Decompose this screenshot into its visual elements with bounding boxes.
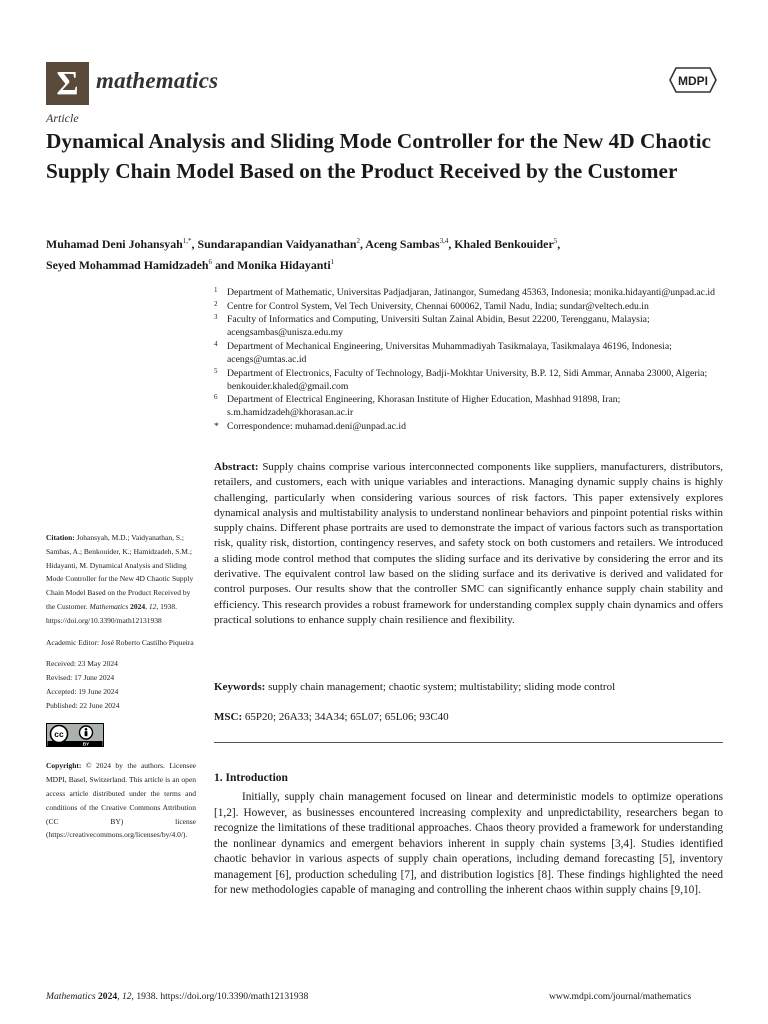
affiliation-number: 3 bbox=[214, 313, 218, 322]
affiliation-number: 2 bbox=[214, 299, 218, 308]
citation-pages: , 1938. bbox=[156, 601, 178, 611]
author-affiliation-marker: 1,* bbox=[182, 237, 192, 245]
citation-block: Citation: Johansyah, M.D.; Vaidyanathan, S.; Sambas, A.; Benkouider, K.; Hamidzadeh, S.M.; Hidayanti, M. Dynamical Analysis and Sliding Mode Controller for the New 4D Chaotic Supply Chain Model Based on the Product Received by the Customer. Mathematics 2024, 12, 1938. https://doi.org/10.3390/math12131938 bbox=[46, 533, 194, 625]
dates-block bbox=[46, 657, 196, 712]
affiliation-text: Correspondence: muhamad.deni@unpad.ac.id bbox=[227, 420, 406, 432]
affiliation-item bbox=[214, 313, 734, 339]
author-list bbox=[46, 232, 726, 275]
author-affiliation-marker: 6 bbox=[208, 258, 213, 267]
affiliation-item bbox=[214, 340, 734, 366]
received-date: Received: 23 May 2024 bbox=[46, 659, 118, 669]
paper-title: Dynamical Analysis and Sliding Mode Controller for the New 4D Chaotic Supply Chain Model Based on the Product Received by the Customer bbox=[46, 129, 711, 183]
mdpi-logo-icon bbox=[666, 64, 720, 96]
affiliation-item bbox=[214, 367, 734, 393]
sidebar bbox=[46, 531, 196, 850]
journal-name: mathematics bbox=[96, 68, 219, 93]
svg-text:cc: cc bbox=[54, 728, 64, 739]
affiliation-text: Department of Mechanical Engineering, Universitas Muhammadiyah Tasikmalaya, Tasikmalaya 46196, Indonesia; acengs@umtas.ac.id bbox=[227, 340, 672, 365]
citation-year: 2024 bbox=[130, 601, 146, 611]
affiliations bbox=[214, 286, 734, 434]
affiliation-text: Faculty of Informatics and Computing, Universiti Sultan Zainal Abidin, Besut 22200, Terengganu, Malaysia; acengsambas@unisza.edu.my bbox=[227, 314, 650, 339]
license-label: Copyright: bbox=[46, 761, 82, 771]
abstract-label: Abstract: bbox=[214, 461, 259, 473]
author-name: Khaled Benkouider bbox=[454, 236, 554, 251]
author-affiliation-marker: 5 bbox=[553, 237, 558, 245]
footer-volume: 12 bbox=[121, 991, 132, 1002]
affiliation-text: Centre for Control System, Vel Tech University, Chennai 600062, Tamil Nadu, India; sundar@veltech.edu.in bbox=[227, 300, 649, 312]
author-affiliation-marker: 3,4 bbox=[439, 237, 449, 245]
msc-label: MSC: bbox=[214, 711, 243, 723]
author-separator: and bbox=[212, 258, 238, 273]
editor-name: José Roberto Castilho Piqueira bbox=[100, 637, 194, 647]
article-type: Article bbox=[46, 111, 79, 125]
keywords bbox=[214, 680, 723, 695]
author-affiliation-marker: 1 bbox=[330, 258, 335, 267]
section-heading: 1. Introduction bbox=[214, 772, 288, 784]
author-separator: , bbox=[191, 236, 198, 251]
editor-block bbox=[46, 636, 196, 650]
affiliation-text: Department of Electronics, Faculty of Technology, Badji-Mokhtar University, B.P. 12, Sidi Ammar, Annaba 23000, Algeria; benkouider.khaled@gmail.com bbox=[227, 367, 708, 392]
affiliation-item bbox=[214, 300, 734, 313]
msc-codes bbox=[214, 710, 723, 725]
citation-text: Johansyah, M.D.; Vaidyanathan, S.; Sambas, A.; Benkouider, K.; Hamidzadeh, S.M.; Hidayanti, M. Dynamical Analysis and Sliding Mode Controller for the New 4D Chaotic Supply Chain Model Based on the Product Received by the Customer. bbox=[46, 533, 194, 611]
accepted-date: Accepted: 19 June 2024 bbox=[46, 686, 119, 696]
published-date: Published: 22 June 2024 bbox=[46, 700, 120, 710]
keywords-label: Keywords: bbox=[214, 681, 266, 693]
author-separator: , bbox=[359, 236, 366, 251]
keywords-text: supply chain management; chaotic system; multistability; sliding mode control bbox=[268, 681, 616, 693]
affiliation-text: Department of Mathematic, Universitas Padjadjaran, Jatinangor, Sumedang 45363, Indonesia; monika.hidayanti@unpad.ac.id bbox=[227, 287, 715, 298]
editor-label: Academic Editor: bbox=[46, 637, 100, 647]
author-affiliation-marker: 2 bbox=[356, 237, 360, 245]
footer-year: 2024 bbox=[97, 991, 118, 1002]
affiliation-item bbox=[214, 393, 734, 419]
abstract bbox=[214, 460, 723, 628]
license-block bbox=[46, 759, 196, 842]
revised-date: Revised: 17 June 2024 bbox=[46, 673, 115, 683]
abstract-text: Supply chains comprise various interconnected components like suppliers, manufacturers, distributors, retailers, and customers, each with unique variables and interactions. Managing dynamic supply chains is highly challenging, particularly when considering various sources of risk factors. This paper extensively explores dynamical analysis and multistability analysis to understand nonlinear behaviors and pinpoint potential risks within supply chains. Different phase portraits are used to demonstrate the impact of various factors such as transportation risk, quality risk, distortion, contingency reserves, and safety stock on both customers and retailers. We introduced a sliding mode control method that computes the sliding surface and its derivative by considering the error and its derivative. The equivalent control law based on the sliding surface and its derivative is derived and validated for control purposes. Our results show that the controller SMC can significantly enhance supply chain stability and efficiency. This research provides a robust framework for understanding complex supply chain dynamics and offers practical solutions to enhance supply chain resilience and flexibility. bbox=[214, 461, 723, 626]
journal-logo-icon bbox=[46, 62, 89, 105]
footer-journal: Mathematics bbox=[46, 991, 96, 1002]
author-name: Seyed Mohammad Hamidzadeh bbox=[46, 258, 209, 273]
author-name: Aceng Sambas bbox=[365, 236, 440, 251]
footer-citation: Mathematics 2024, 12, 1938. https://doi.org/10.3390/math12131938 bbox=[46, 991, 309, 1002]
affiliation-number: 1 bbox=[214, 286, 218, 294]
citation-label: Citation: bbox=[46, 533, 75, 542]
affiliation-text: Department of Electrical Engineering, Khorasan Institute of Higher Education, Mashhad 91898, Iran; s.m.hamidzadeh@khorasan.ac.ir bbox=[227, 394, 621, 419]
cc-by-badge-icon[interactable] bbox=[46, 723, 104, 747]
citation-journal: Mathematics bbox=[89, 601, 129, 611]
svg-text:BY: BY bbox=[82, 741, 90, 747]
citation-doi[interactable]: https://doi.org/10.3390/math12131938 bbox=[46, 615, 162, 625]
affiliation-number: 4 bbox=[214, 339, 218, 348]
author-name: Muhamad Deni Johansyah bbox=[46, 236, 183, 251]
sigma-glyph: Σ bbox=[56, 65, 79, 102]
footer-url[interactable]: www.mdpi.com/journal/mathematics bbox=[549, 991, 692, 1002]
affiliation-number: * bbox=[214, 420, 219, 432]
author-name: Monika Hidayanti bbox=[237, 258, 331, 273]
footer-doi[interactable]: , 1938. https://doi.org/10.3390/math12131938 bbox=[131, 991, 309, 1002]
intro-paragraph: Initially, supply chain management focused on linear and deterministic models to optimize operations [1,2]. However, as businesses encountered increasing complexity and unpredictability, researchers began to recognize the limitations of these traditional approaches. Chaos theory provided a framework for understanding the nonlinear dynamics and emergent behaviors inherent in supply chain systems [3,4]. Studies identified chaotic behavior in various aspects of supply chain operations, including demand forecasting [5], inventory management [6], production scheduling [7], and distribution logistics [8]. These findings highlighted the need for new methodologies capable of managing and controlling the inherent chaos within supply chains [9,10]. bbox=[214, 791, 723, 896]
affiliation-number: 6 bbox=[214, 393, 218, 402]
affiliation-item bbox=[214, 286, 734, 299]
msc-text: 65P20; 26A33; 34A34; 65L07; 65L06; 93C40 bbox=[244, 711, 449, 723]
license-text: © 2024 by the authors. Licensee MDPI, Basel, Switzerland. This article is an open access article distributed under the terms and conditions of the Creative Commons Attribution (CC BY) license (https://creativecommons.org/licenses/by/4.0/). bbox=[46, 761, 196, 840]
author-separator: , bbox=[448, 236, 455, 251]
section-divider bbox=[214, 742, 723, 743]
affiliation-number: 5 bbox=[214, 366, 218, 375]
affiliation-item bbox=[214, 420, 734, 433]
citation-volume: 12 bbox=[148, 601, 157, 611]
author-separator: , bbox=[557, 236, 561, 251]
author-name: Sundarapandian Vaidyanathan bbox=[197, 236, 357, 251]
publisher-name: MDPI bbox=[678, 74, 708, 88]
